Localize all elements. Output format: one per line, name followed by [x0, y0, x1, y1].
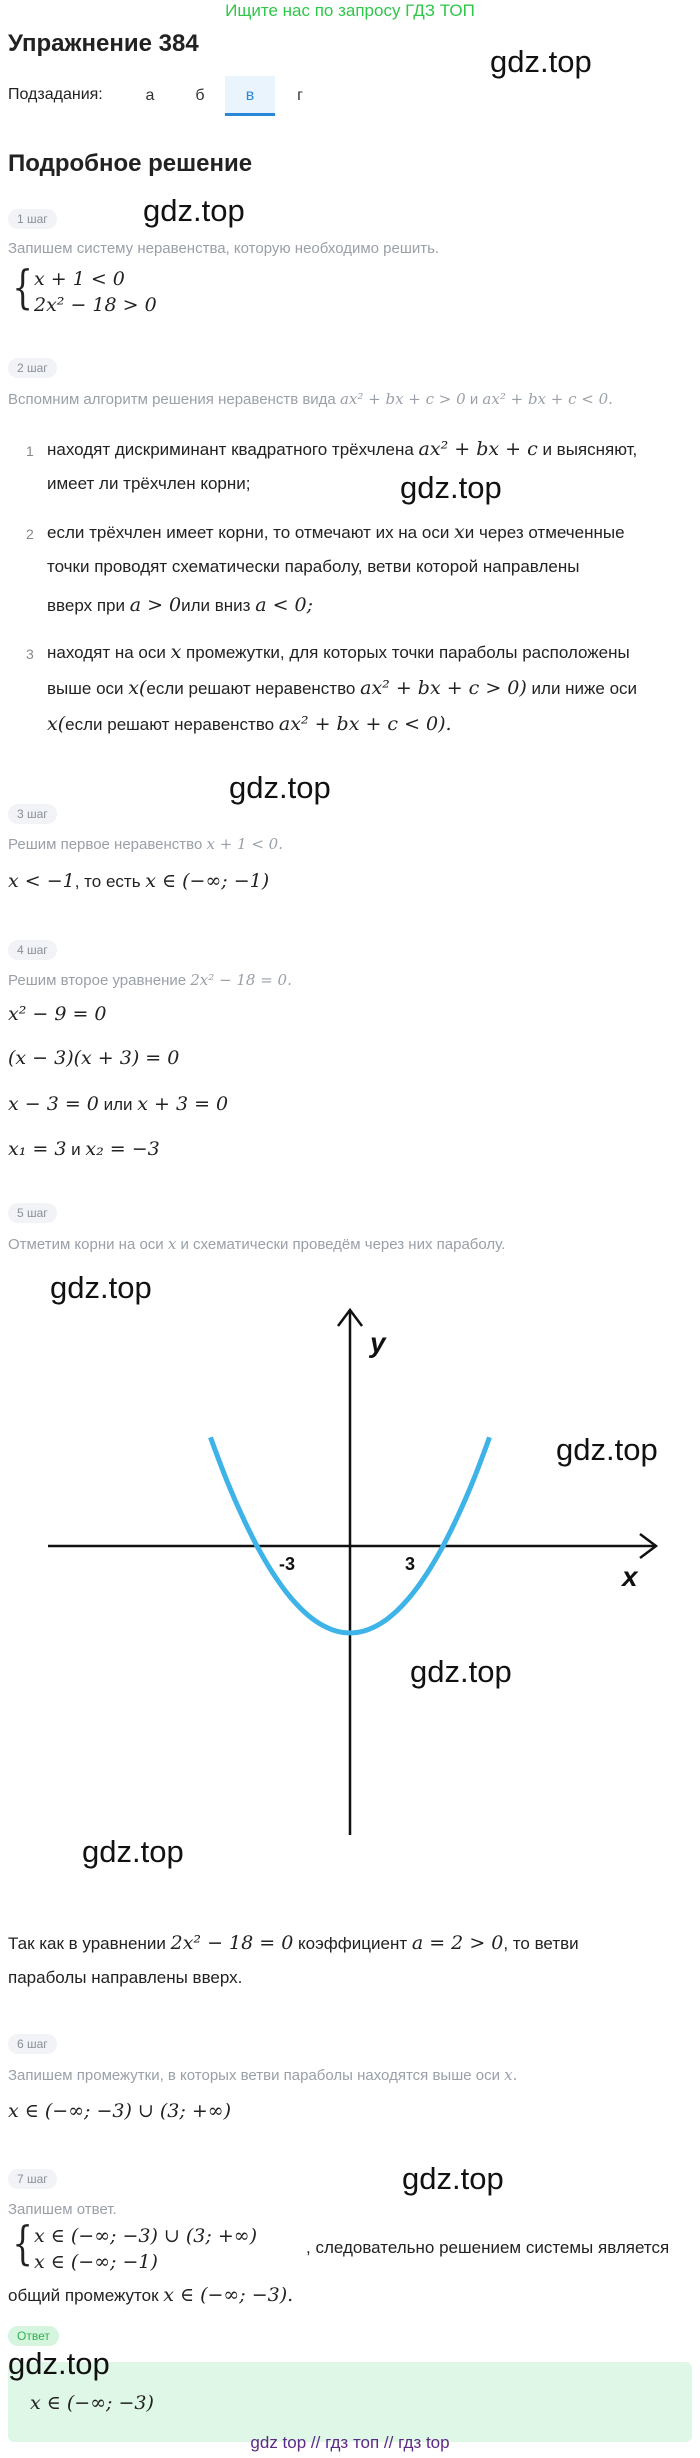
watermark: gdz.top — [8, 2346, 110, 2381]
tick-label-neg: -3 — [279, 1554, 296, 1574]
system-line: x ∈ (−∞; −1) — [34, 2251, 158, 2273]
list-item: точки проводят схематически параболу, ветви которой направлены — [47, 557, 580, 576]
list-item: x(если решают неравенство ax² + bx + c < 0). — [47, 713, 452, 735]
watermark: gdz.top — [400, 470, 502, 505]
footer-links[interactable]: gdz top // гдз топ // гдз top — [250, 2433, 450, 2452]
tab-a[interactable]: а — [145, 87, 155, 104]
explanation-text: Так как в уравнении 2x² − 18 = 0 коэффициент a = 2 > 0, то ветви — [8, 1932, 579, 1954]
step-badge: 7 шаг — [8, 2169, 57, 2189]
step-badge: 4 шаг — [8, 940, 57, 960]
list-item: выше оси x(если решают неравенство ax² + bx + c > 0) или ниже оси — [47, 677, 638, 699]
step-result: x ∈ (−∞; −3) ∪ (3; +∞) — [8, 2100, 231, 2122]
conclusion-text: , следовательно решением системы является — [306, 2238, 670, 2257]
step-intro: Решим первое неравенство x + 1 < 0. — [8, 835, 283, 853]
system-line: 2x² − 18 > 0 — [34, 294, 157, 316]
subtask-tabs — [125, 76, 325, 116]
step-badge: 6 шаг — [8, 2034, 57, 2054]
step-intro: Отметим корни на оси x и схематически проведём через них параболу. — [8, 1235, 506, 1253]
list-number: 1 — [26, 443, 34, 459]
step-intro: Запишем промежутки, в которых ветви параболы находятся выше оси x. — [8, 2066, 518, 2084]
step-badge: 1 шаг — [8, 209, 57, 229]
watermark: gdz.top — [82, 1834, 184, 1869]
subtasks-label: Подзадания: — [8, 86, 103, 103]
answer-value: x ∈ (−∞; −3) — [30, 2392, 154, 2414]
list-item: находят на оси x промежутки, для которых точки параболы расположены — [47, 641, 630, 663]
equation: x₁ = 3 и x₂ = −3 — [8, 1138, 160, 1160]
list-item: если трёхчлен имеет корни, то отмечают их на оси xи через отмеченные — [47, 521, 625, 543]
solution-heading: Подробное решение — [8, 150, 253, 177]
step-intro: Вспомним алгоритм решения неравенств вида ax² + bx + c > 0 и ax² + bx + c < 0. — [8, 390, 613, 408]
tab-v[interactable]: в — [225, 76, 275, 116]
system-line: x + 1 < 0 — [34, 268, 125, 290]
search-banner[interactable]: Ищите нас по запросу ГДЗ ТОП — [225, 1, 475, 20]
parabola-graph — [30, 1290, 670, 1850]
watermark: gdz.top — [556, 1432, 658, 1467]
list-item: находят дискриминант квадратного трёхчлена ax² + bx + c и выясняют, — [47, 438, 638, 460]
step-badge: 2 шаг — [8, 358, 57, 378]
conclusion-text: общий промежуток x ∈ (−∞; −3). — [8, 2284, 294, 2306]
y-axis-label: y — [370, 1327, 386, 1358]
watermark: gdz.top — [402, 2161, 504, 2196]
tab-b[interactable]: б — [195, 87, 205, 104]
step-result: x < −1, то есть x ∈ (−∞; −1) — [8, 870, 270, 892]
page-title: Упражнение 384 — [8, 30, 199, 57]
equation: x² − 9 = 0 — [8, 1003, 107, 1025]
system-line: x ∈ (−∞; −3) ∪ (3; +∞) — [34, 2225, 257, 2247]
answer-badge: Ответ — [8, 2326, 59, 2346]
step-intro: Запишем ответ. — [8, 2201, 117, 2218]
list-number: 2 — [26, 526, 34, 542]
tick-label-pos: 3 — [405, 1554, 416, 1574]
equation: (x − 3)(x + 3) = 0 — [8, 1047, 180, 1069]
step-intro: Запишем систему неравенства, которую необходимо решить. — [8, 240, 440, 257]
list-item: имеет ли трёхчлен корни; — [47, 474, 251, 493]
watermark: gdz.top — [143, 193, 245, 228]
equation: x − 3 = 0 или x + 3 = 0 — [8, 1093, 229, 1115]
watermark: gdz.top — [50, 1270, 152, 1305]
x-axis-label: x — [622, 1561, 638, 1592]
explanation-text: параболы направлены вверх. — [8, 1968, 243, 1987]
tab-g[interactable]: г — [297, 87, 303, 104]
watermark: gdz.top — [229, 770, 331, 805]
step-badge: 5 шаг — [8, 1203, 57, 1223]
watermark: gdz.top — [410, 1654, 512, 1689]
list-number: 3 — [26, 646, 34, 662]
step-intro: Решим второе уравнение 2x² − 18 = 0. — [8, 971, 292, 989]
list-item: вверх при a > 0или вниз a < 0; — [47, 594, 314, 616]
watermark: gdz.top — [490, 44, 592, 79]
step-badge: 3 шаг — [8, 804, 57, 824]
system-brace: { — [12, 260, 33, 314]
system-brace: { — [12, 2216, 33, 2270]
